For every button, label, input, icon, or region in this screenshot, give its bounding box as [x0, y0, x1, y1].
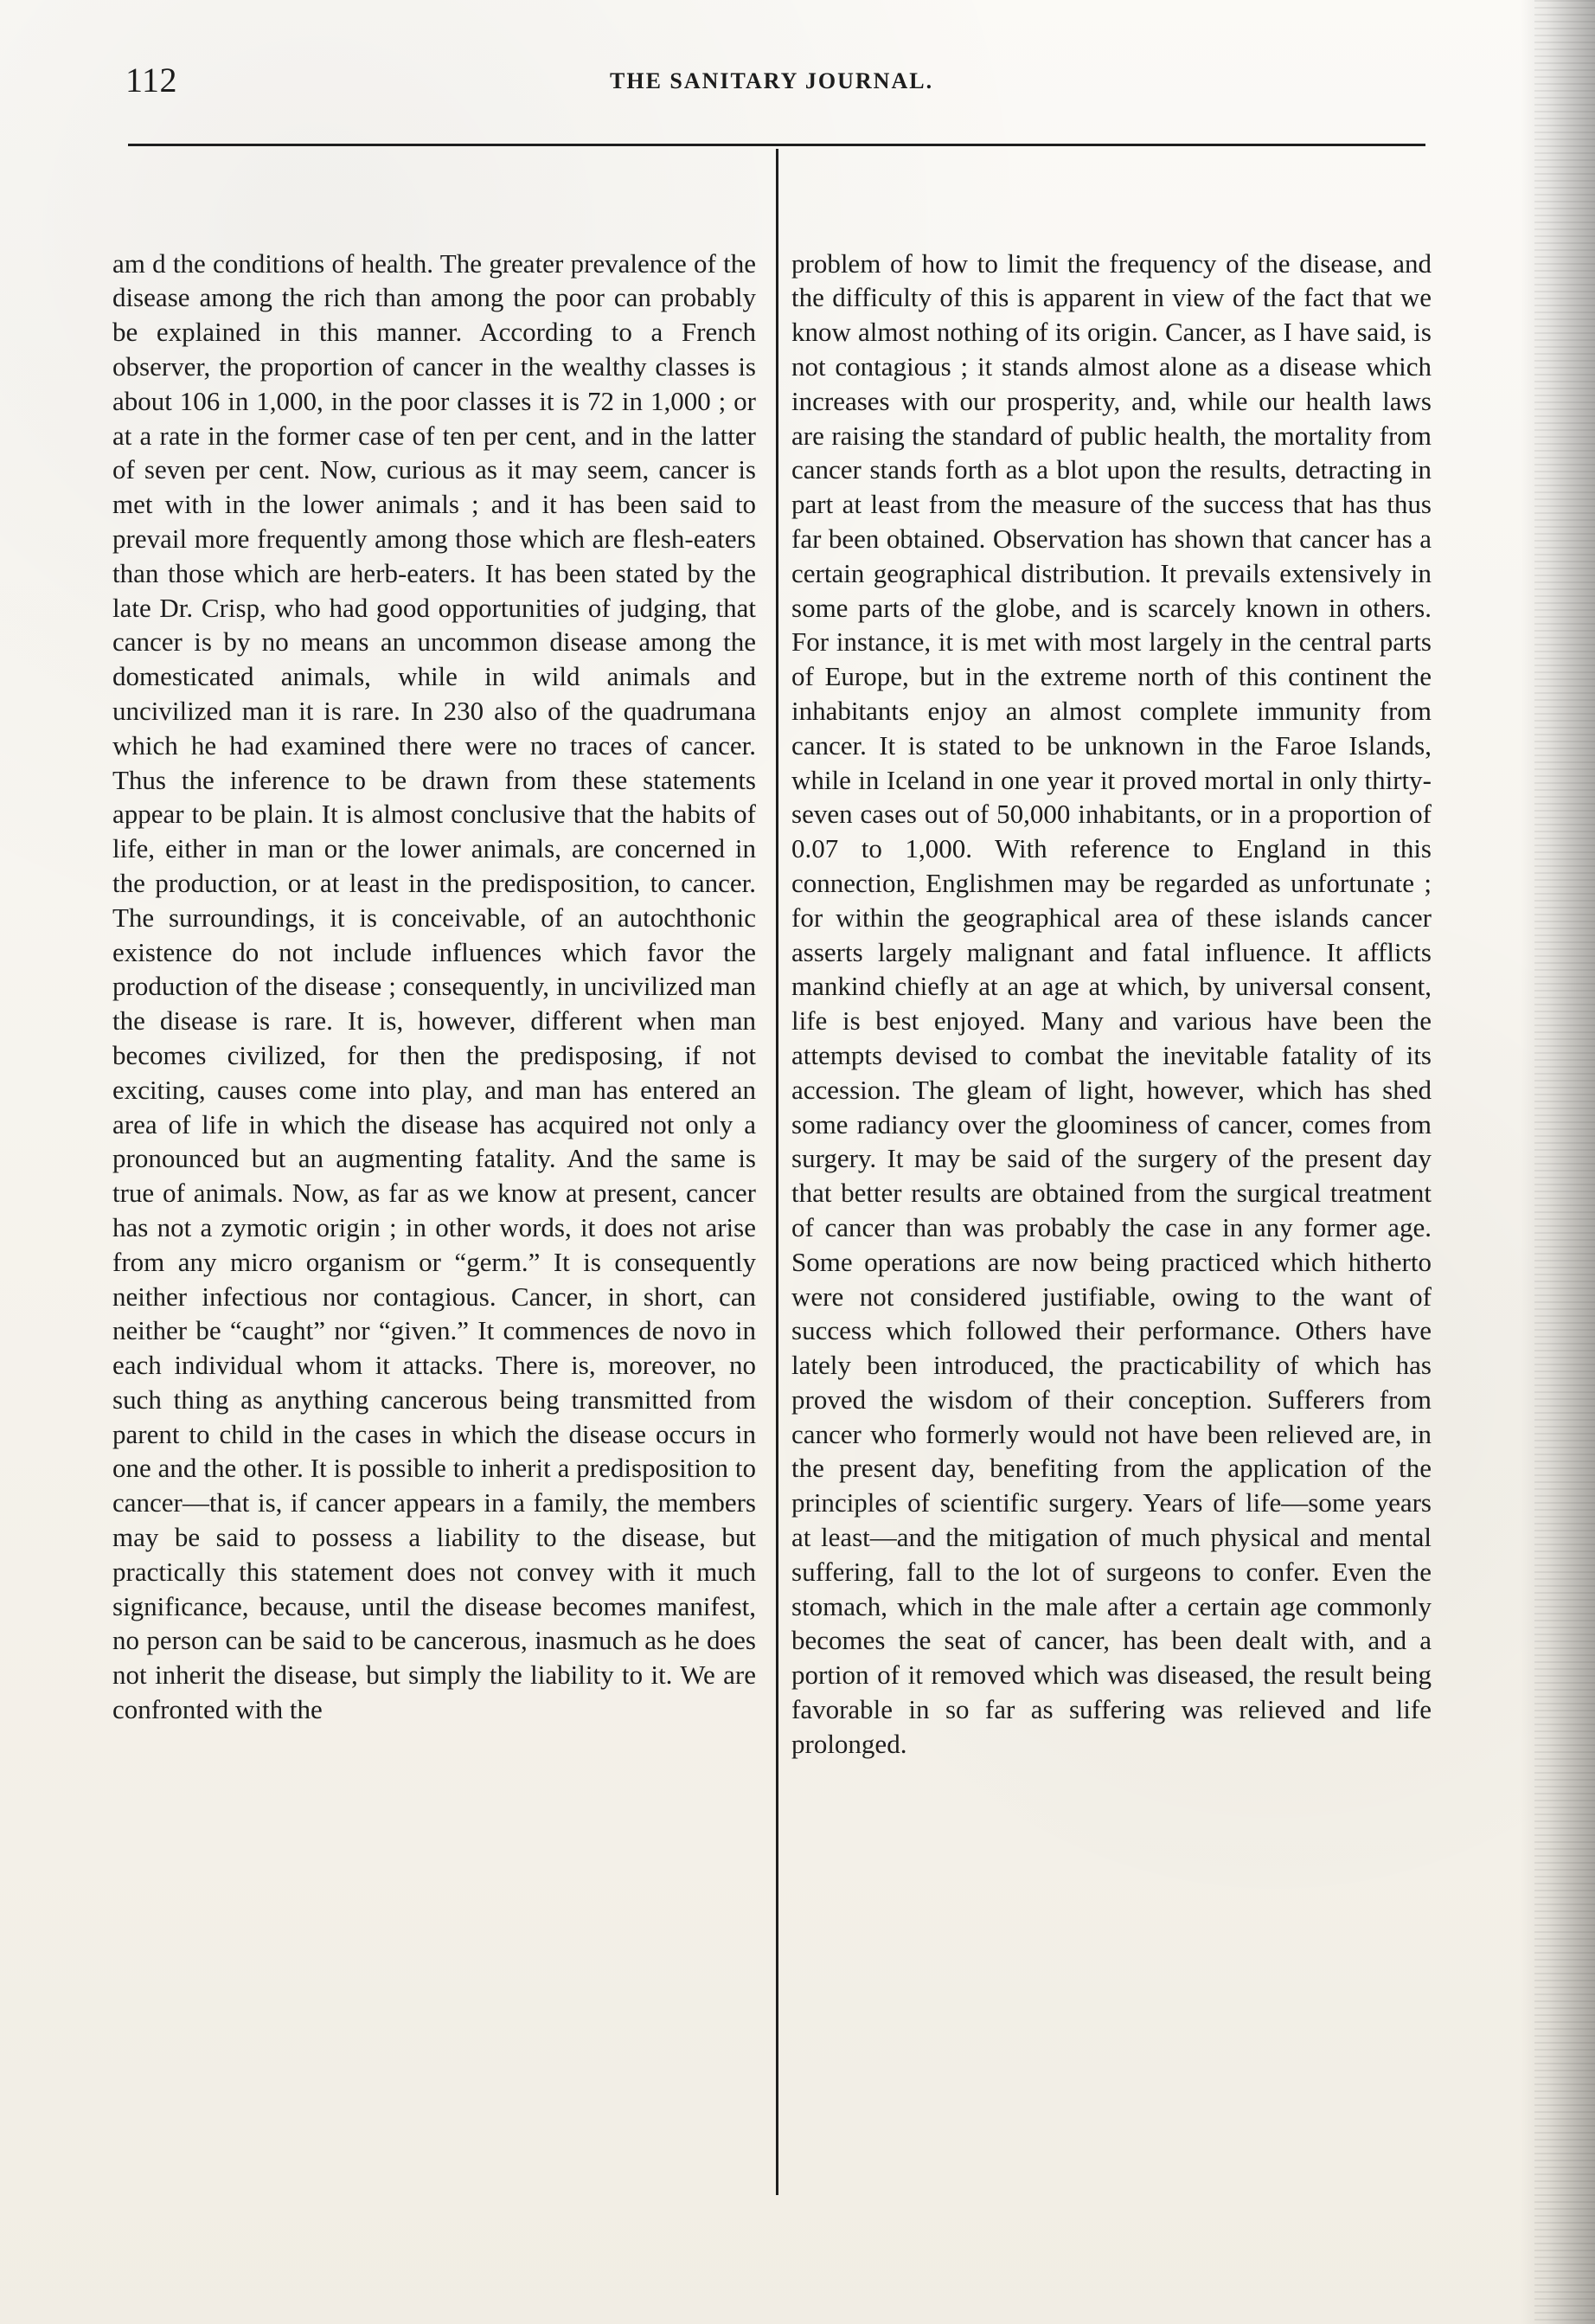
- right-column: [791, 177, 1438, 1830]
- page-header: [125, 63, 1432, 105]
- left-column: [112, 177, 763, 1795]
- page-number: 112: [125, 61, 178, 100]
- journal-title: THE SANITARY JOURNAL.: [610, 68, 934, 93]
- top-rule: [128, 144, 1425, 146]
- page-edge-texture: [1534, 0, 1595, 2324]
- right-column-text: problem of how to limit the frequency of the disease, and the difficulty of this is apparent in view of the fact that we know almost nothing of its origin. Cancer, as I have said, is not contagious ; it stands almost alone as a disease which increases with our prosperity, and, while our health laws are raising the standard of public health, the mortality from cancer stands forth as a blot upon the results, detracting in part at least from the measure of the success that has thus far been obtained. Observation has shown that cancer has a certain geographical distribution. It prevails extensively in some parts of the globe, and is scarcely known in others. For instance, it is met with most largely in the central parts of Europe, but in the extreme north of this continent the inhabitants enjoy an almost complete immunity from cancer. It is stated to be unknown in the Faroe Islands, while in Iceland in one year it proved mortal in only thirty-seven cases out of 50,000 inhabitants, or in a proportion of 0.07 to 1,000. With reference to England in this connection, Englishmen may be regarded as unfortunate ; for within the geographical area of these islands cancer asserts largely malignant and fatal influence. It afflicts mankind chiefly at an age at which, by universal consent, life is best enjoyed. Many and various have been the attempts devised to combat the inevitable fatality of its accession. The gleam of light, however, which has shed some radiancy over the gloominess of cancer, comes from surgery. It may be said of the surgery of the present day that better results are obtained from the surgical treatment of cancer than was probably the case in any former age. Some operations are now being practiced which hitherto were not considered justifiable, owing to the want of success which followed their performance. Others have lately been introduced, the practicability of which has proved the wisdom of their conception. Sufferers from cancer who formerly would not have been relieved are, in the present day, benefiting from the application of the principles of scientific surgery. Years of life—some years at least—and the mitigation of much physical and mental suffering, fall to the lot of surgeons to confer. Even the stomach, which in the male after a certain age commonly becomes the seat of cancer, has been dealt with, and a portion of it removed which was diseased, the result being favorable in so far as suffering was relieved and life prolonged.: [791, 247, 1438, 1759]
- column-divider: [776, 149, 778, 2195]
- left-column-text: am d the conditions of health. The greater prevalence of the disease among the rich than among the poor can probably be explained in this manner. According to a French observer, the proportion of cancer in the wealthy classes is about 106 in 1,000, in the poor classes it is 72 in 1,000 ; or at a rate in the former case of ten per cent, and in the latter of seven per cent. Now, curious as it may seem, cancer is met with in the lower animals ; and it has been said to prevail more frequently among those which are flesh-eaters than those which are herb-eaters. It has been stated by the late Dr. Crisp, who had good opportunities of judging, that cancer is by no means an uncommon disease among the domesticated animals, while in wild animals and uncivilized man it is rare. In 230 also of the quadrumana which he had examined there were no traces of cancer. Thus the inference to be drawn from these statements appear to be plain. It is almost conclusive that the habits of life, either in man or the lower animals, are concerned in the production, or at least in the predisposition, to cancer. The surroundings, it is conceivable, of an autochthonic existence do not include influences which favor the production of the disease ; consequently, in uncivilized man the disease is rare. It is, however, different when man becomes civilized, for then the predisposing, if not exciting, causes come into play, and man has entered an area of life in which the disease has acquired not only a pronounced but an augmenting fatality. And the same is true of animals. Now, as far as we know at present, cancer has not a zymotic origin ; in other words, it does not arise from any micro organism or “germ.” It is consequently neither infectious nor contagious. Cancer, in short, can neither be “caught” nor “given.” It commences de novo in each individual whom it attacks. There is, moreover, no such thing as anything cancerous being transmitted from parent to child in the cases in which the disease occurs in one and the other. It is possible to inherit a predisposition to cancer—that is, if cancer appears in a family, the members may be said to possess a liability to the disease, but practically this statement does not convey with it much significance, because, until the disease becomes manifest, no person can be said to be cancerous, inasmuch as he does not inherit the disease, but simply the liability to it. We are confronted with the: [112, 247, 763, 1725]
